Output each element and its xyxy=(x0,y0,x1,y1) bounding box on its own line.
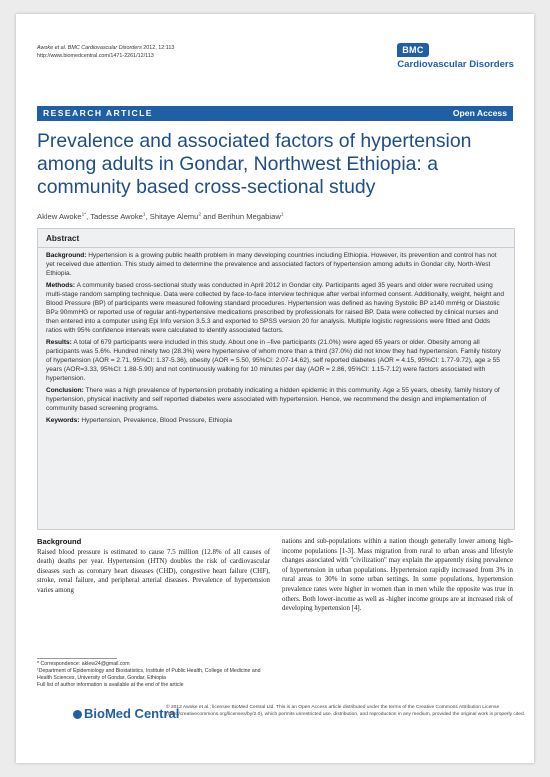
citation-authors: Awoke et al. xyxy=(37,45,67,51)
article-type-banner xyxy=(37,106,513,121)
body-text: Raised blood pressure is estimated to cause 7.5 million (12.8% of all causes of death) deaths per year. Hypertension (HTN) doubles the risk of cardiovascular diseases such as coronary heart diseases (CHD), congestive heart failure (CHF), stroke, renal failure, and peripheral arterial diseases. Prevalence of hypertension varies among xyxy=(37,548,270,594)
publisher-logo xyxy=(73,706,179,721)
correspondence-note: * Correspondence: aklew24@gmail.com xyxy=(37,661,130,667)
author-affiliation-mark: 1 xyxy=(142,212,146,218)
publisher-logo-icon xyxy=(73,710,82,719)
citation-header xyxy=(37,44,174,60)
article-type-label: RESEARCH ARTICLE xyxy=(43,108,153,118)
abstract-conclusion xyxy=(46,386,506,413)
abstract-box xyxy=(37,228,515,530)
author-name: Berihun Megabiaw xyxy=(217,212,281,221)
abstract-label: Results: xyxy=(46,339,72,346)
section-heading: Background xyxy=(37,537,82,546)
affiliation-note: ¹Department of Epidemiology and Biostatistics, Institute of Public Health, College of Medicine and Health Sciences, University of Gondar, Gondar, Ethiopia xyxy=(37,668,261,681)
body-column-left xyxy=(37,537,270,596)
author-affiliation-mark: 1* xyxy=(81,212,87,218)
abstract-body xyxy=(46,251,506,428)
abstract-label: Background: xyxy=(46,252,87,259)
abstract-keywords xyxy=(46,416,506,425)
citation-details: 2012, 12:113 xyxy=(143,45,175,51)
author-affiliation-mark: 1 xyxy=(280,212,284,218)
abstract-divider xyxy=(38,247,514,248)
abstract-background xyxy=(46,251,506,278)
author-info-note: Full list of author information is available at the end of the article xyxy=(37,682,184,688)
abstract-label: Keywords: xyxy=(46,417,80,424)
license-text: © 2012 Awoke et al.; licensee BioMed Central Ltd. This is an Open Access article distributed under the terms of the Creative Commons Attribution License (http://creativecommons.org/licenses/by/2.0), which permits unrestricted use, distribution, and reproduction in any medium, provided the original work is properly cited. xyxy=(166,705,526,717)
abstract-text: Hypertension is a growing public health problem in many developing countries including Ethiopia. However, its prevention and control has not yet received due attention. This study aimed to determine the prevalence and associated factors of hypertension among adults in Gondar city, North-West Ethiopia. xyxy=(46,252,497,277)
journal-logo xyxy=(397,40,514,70)
author-name: Aklew Awoke xyxy=(37,212,82,221)
bmc-badge: BMC xyxy=(397,43,428,57)
author-separator: , xyxy=(145,212,150,221)
author-name: Shitaye Alemu xyxy=(149,212,199,221)
author-affiliation-mark: 2 xyxy=(198,212,202,218)
journal-name: Cardiovascular Disorders xyxy=(397,59,514,70)
open-access-label: Open Access xyxy=(452,108,507,118)
citation-journal: BMC Cardiovascular Disorders xyxy=(67,45,142,51)
author-list xyxy=(37,212,283,221)
author-name: Tadesse Awoke xyxy=(90,212,143,221)
citation-url[interactable]: http://www.biomedcentral.com/1471-2261/12/113 xyxy=(37,53,154,59)
abstract-methods xyxy=(46,281,506,335)
author-and: and xyxy=(201,212,218,221)
abstract-results xyxy=(46,338,506,383)
publisher-logo-text: BioMed Central xyxy=(84,706,180,721)
footnote-divider xyxy=(37,658,117,659)
abstract-text: A total of 679 participants were included in this study. About one in –five participants (21.0%) were aged 65 years or older. Obesity among all participants was 5.6%. Hundred ninety two (28.3%) were hypertensive of whom more than a third (37.0%) did not know they had hypertension. Family history of hypertension (AOR = 2.71, 95%CI: 1.37-5.36), obesity (AOR = 5.50, 95%CI: 2.07-14.62), self reported diabetes (AOR = 4.15, 95%CI: 1.77-9.72), age ≥ 55 years (AOR=3.33, 95%CI: 1.88-5.90) and not continuously walking for 10 minutes per day (AOR = 2.86, 95%CI: 1.15-7.12) were factors associated with hypertension. xyxy=(46,339,501,382)
author-separator: , xyxy=(86,212,91,221)
body-text: nations and sub-populations within a nation though generally lower among high-income populations [1-3]. Mass migration from rural to urban areas and lifestyle changes associated with "civilization" may explain the apparently rising prevalence of hypertension in urban populations. Hypertension rapidly increased from 3% in rural areas to 30% in some urban settings. In some populations, hypertension prevalence rates were higher in women than in men while the opposite was true in others. Both lower-income as well as -higher income groups are at increased risk of developing hypertension [4]. xyxy=(282,538,513,613)
abstract-text: There was a high prevalence of hypertension probably indicating a hidden epidemic in this community. Age ≥ 55 years, obesity, family history of hypertension, physical inactivity and self reported diabetes were associated with hypertension. Hence, we recommend the design and implementation of community based screening programs. xyxy=(46,387,500,412)
article-title: Prevalence and associated factors of hypertension among adults in Gondar, Northwest Ethiopia: a community based cross-sectional study xyxy=(37,130,472,198)
body-column-right xyxy=(282,537,513,614)
abstract-label: Conclusion: xyxy=(46,387,84,394)
abstract-heading: Abstract xyxy=(46,234,80,243)
footnotes xyxy=(37,661,270,689)
abstract-label: Methods: xyxy=(46,282,76,289)
abstract-text: A community based cross-sectional study was conducted in April 2012 in Gondar city. Participants aged 35 years and older were recruited using multi-stage random sampling technique. Data were collected by face-to-face interview technique after verbal informed consent. Additionally, weight, height and Blood Pressure (BP) of participants were measured following standard procedures. Hypertension was defined as having Systolic BP ≥140 mmHg or Diastolic BP≥ 90mmHG or reported use of regular anti-hypertensive medications prescribed by professionals for raised BP. Data were collected by clinical nurses and then entered into a computer using Epi Info version 3.5.3 and exported to SPSS version 20 for analysis. Multiple logistic regressions were fitted and Odds ratios with 95% confidence intervals were calculated to identify associated factors. xyxy=(46,282,505,334)
abstract-text: Hypertension, Prevalence, Blood Pressure, Ethiopia xyxy=(81,417,232,424)
